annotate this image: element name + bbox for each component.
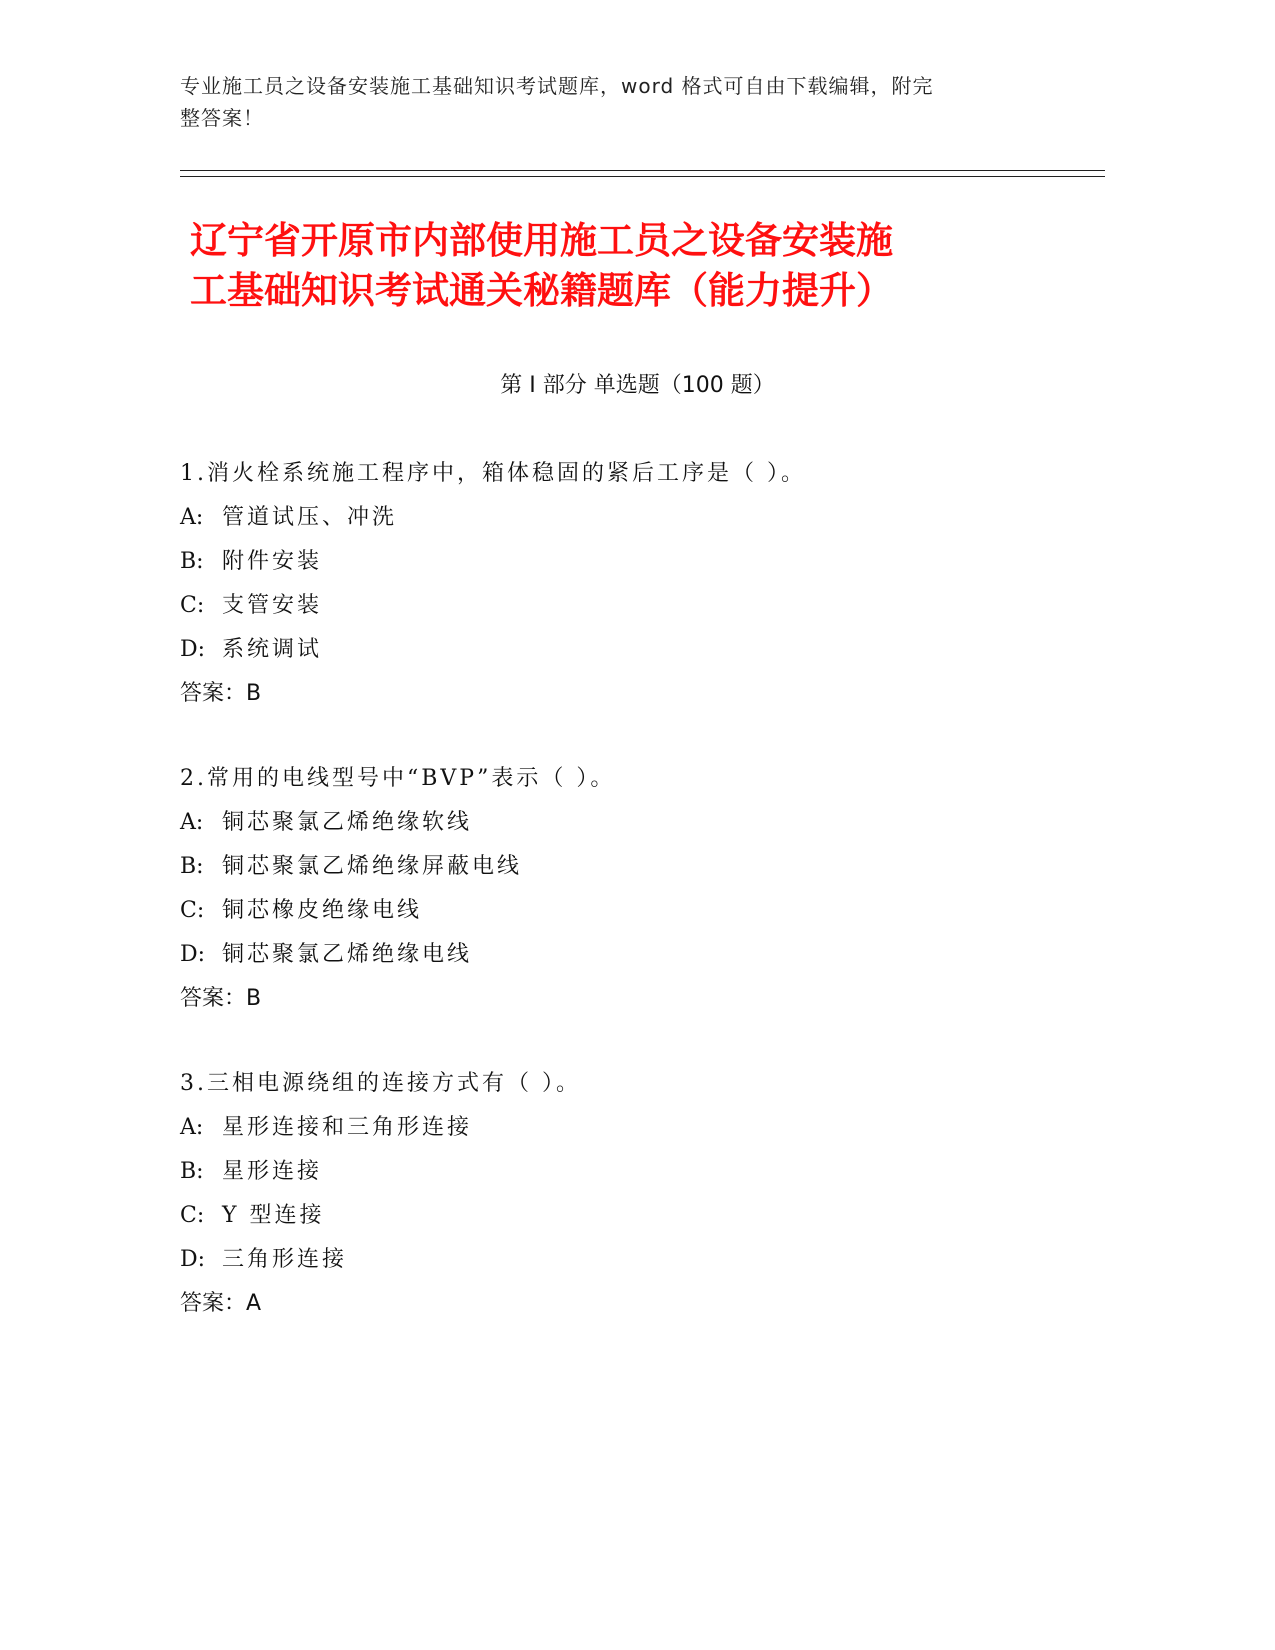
option-a — [180, 1106, 1080, 1150]
section-heading: 第 I 部分 单选题（100 题） — [500, 373, 775, 398]
option-key: B: — [180, 854, 204, 879]
option-c — [180, 584, 1080, 628]
option-d — [180, 1238, 1080, 1282]
option-key: D: — [180, 637, 206, 662]
header-note-line-2: 整答案！ — [180, 106, 264, 130]
question-stem: 2.常用的电线型号中“BVP”表示（ ）。 — [180, 766, 616, 791]
header-note-line-1: 专业施工员之设备安装施工基础知识考试题库，word 格式可自由下载编辑，附完 — [180, 74, 934, 98]
option-text: 铜芯聚氯乙烯绝缘软线 — [222, 810, 473, 835]
header-divider-top — [180, 170, 1105, 171]
document-title — [190, 216, 1090, 316]
option-text: 铜芯聚氯乙烯绝缘电线 — [222, 942, 473, 967]
option-c — [180, 1194, 1080, 1238]
question-3 — [180, 1062, 1080, 1326]
option-key: A: — [180, 810, 204, 835]
question-2 — [180, 757, 1080, 1021]
option-text: 附件安装 — [222, 549, 323, 574]
option-key: B: — [180, 549, 204, 574]
option-text: 星形连接 — [222, 1159, 323, 1184]
answer-line: 答案：B — [180, 681, 262, 706]
option-key: A: — [180, 505, 204, 530]
option-c — [180, 889, 1080, 933]
option-b — [180, 540, 1080, 584]
document-title-line-2: 工基础知识考试通关秘籍题库（能力提升） — [190, 269, 893, 312]
option-text: 星形连接和三角形连接 — [222, 1115, 473, 1140]
option-a — [180, 801, 1080, 845]
option-key: A: — [180, 1115, 204, 1140]
option-key: B: — [180, 1159, 204, 1184]
option-key: D: — [180, 942, 206, 967]
option-d — [180, 628, 1080, 672]
question-1 — [180, 452, 1080, 716]
option-d — [180, 933, 1080, 977]
option-text: 支管安装 — [222, 593, 323, 618]
option-key: C: — [180, 898, 205, 923]
question-stem: 3.三相电源绕组的连接方式有（ ）。 — [180, 1071, 581, 1096]
option-key: C: — [180, 593, 205, 618]
option-b — [180, 845, 1080, 889]
option-text: Y 型连接 — [222, 1203, 325, 1228]
option-text: 系统调试 — [222, 637, 323, 662]
question-stem: 1.消火栓系统施工程序中，箱体稳固的紧后工序是（ ）。 — [180, 461, 806, 486]
header-divider-bottom — [180, 176, 1105, 177]
header-note — [180, 70, 1040, 134]
option-key: C: — [180, 1203, 205, 1228]
option-a — [180, 496, 1080, 540]
option-text: 铜芯聚氯乙烯绝缘屏蔽电线 — [222, 854, 523, 879]
option-text: 铜芯橡皮绝缘电线 — [222, 898, 423, 923]
option-text: 管道试压、冲洗 — [222, 505, 398, 530]
document-title-line-1: 辽宁省开原市内部使用施工员之设备安装施 — [190, 219, 893, 262]
option-b — [180, 1150, 1080, 1194]
answer-line: 答案：B — [180, 986, 262, 1011]
option-text: 三角形连接 — [222, 1247, 348, 1272]
answer-line: 答案：A — [180, 1291, 262, 1316]
option-key: D: — [180, 1247, 206, 1272]
